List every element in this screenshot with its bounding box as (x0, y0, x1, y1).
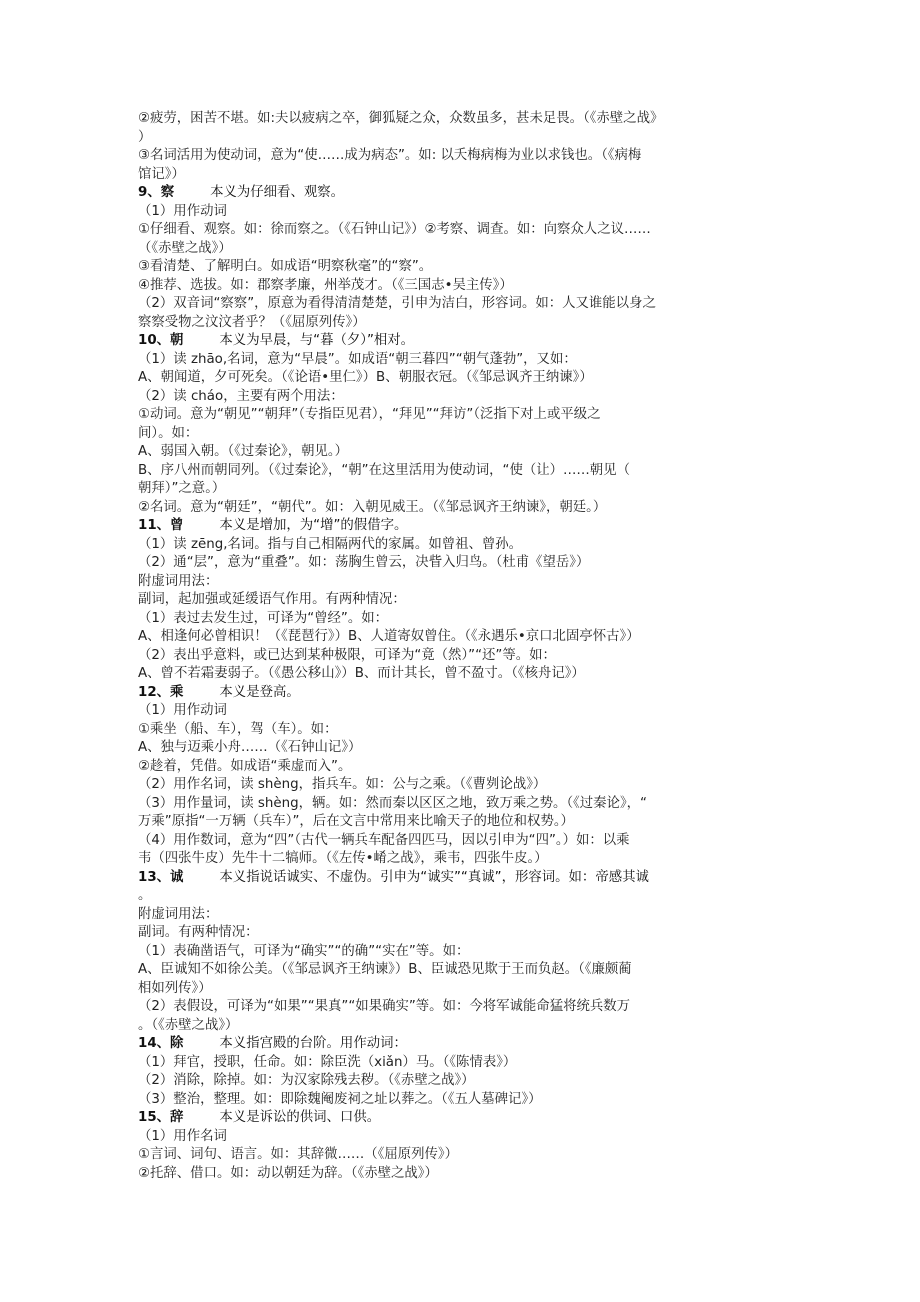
text-line: （3）用作量词，读 shèng，辆。如：然而秦以区区之地，致万乘之势。（《过秦论》，“ (138, 795, 647, 811)
entry-definition: 本义是诉讼的供词、口供。 (219, 1110, 381, 1125)
entry-heading (138, 684, 788, 703)
text-line: 附虚词用法： (138, 573, 219, 589)
text-line: 馆记》） (138, 166, 185, 182)
text-line: ②托辞、借口。如：动以朝廷为辞。（《赤壁之战》） (138, 1165, 438, 1181)
text-line: A、独与迈乘小舟……（《石钟山记》） (138, 740, 362, 755)
text-line: 万乘”原指“一万辆（兵车）”，后在文言中常用来比喻天子的地位和权势。） (138, 814, 574, 829)
text-line: A、弱国入朝。（《过秦论》，朝见。） (138, 444, 348, 459)
text-line: （《赤壁之战》） (138, 240, 232, 256)
text-line: ①言词、词句、语言。如：其辞微……（《屈原列传》） (138, 1147, 458, 1162)
text-line: （2）消除，除掉。如：为汉家除残去秽。（《赤壁之战》） (138, 1073, 475, 1088)
text-line: （3）整治，整理。如：即除魏阉废祠之址以葬之。（《五人墓碑记》） (138, 1091, 542, 1107)
text-line: （2）用作名词，读 shèng，指兵车。如：公与之乘。（《曹刿论战》） (138, 777, 547, 792)
text-line: ②趁着，凭借。如成语“乘虚而入”。 (138, 758, 352, 774)
text-line: （2）双音词“察察”，原意为看得清清楚楚，引申为洁白，形容词。如：人又谁能以身之 (138, 296, 656, 311)
text-line: ②名词。意为“朝廷”，“朝代”。如：入朝见威王。（《邹忌讽齐王纳谏》，朝廷。） (138, 499, 607, 515)
text-line: （1）用作动词 (138, 203, 227, 219)
text-line: A、朝闻道，夕可死矣。（《论语•里仁》）B、朝服衣冠。（《邹忌讽齐王纳谏》） (138, 370, 593, 385)
text-line: 间）。如： (138, 425, 199, 441)
text-line: 附虚词用法： (138, 906, 219, 922)
text-line: （2）表假设，可译为“如果”“果真”“如果确实”等。如：今将军诚能命猛将统兵数万 (138, 999, 631, 1014)
text-line: ） (138, 129, 152, 145)
text-line: 副词，起加强或延缓语气作用。有两种情况： (138, 592, 406, 607)
text-line: （1）拜官，授职，任命。如：除臣洗（xiǎn）马。（《陈情表》） (138, 1054, 517, 1070)
entry-term: 15、辞 (138, 1110, 184, 1125)
entry-term: 9、察 (138, 185, 175, 200)
entry-term: 13、诚 (138, 869, 184, 885)
text-line: （1）读 zhāo,名词，意为“早晨”。如成语“朝三暮四”“朝气蓬勃”，又如： (138, 351, 577, 367)
text-line: A、相逢何必曾相识！（《琵琶行》）B、人道寄奴曾住。（《永遇乐•京口北固亭怀古》） (138, 629, 640, 644)
entry-heading (138, 1035, 788, 1054)
document-body (138, 110, 788, 1183)
text-line: （1）用作名词 (138, 1128, 227, 1144)
entry-definition: 本义为早晨，与“暮（夕）”相对。 (219, 333, 415, 348)
text-line: （2）读 cháo，主要有两个用法： (138, 388, 344, 404)
text-line: 相如列传》） (138, 980, 212, 996)
text-line: （4）用作数词，意为“四”（古代一辆兵车配备四匹马，因以引申为“四”。）如：以乘 (138, 832, 630, 848)
text-line: ①仔细看、观察。如：徐而察之。（《石钟山记》）②考察、调查。如：向察众人之议…… (138, 222, 651, 237)
text-line: 朝拜）”之意。） (138, 481, 226, 496)
text-line: （2）表出乎意料，或已达到某种极限，可译为“竟（然）”“还”等。如： (138, 647, 556, 663)
entry-term: 14、除 (138, 1036, 184, 1051)
entry-heading (138, 332, 788, 351)
text-line: ④推荐、选拔。如：郡察孝廉，州举茂才。（《三国志•吴主传》） (138, 277, 513, 293)
entry-definition: 本义是增加，为“增”的假借字。 (219, 518, 408, 533)
text-line: ②疲劳，困苦不堪。如:夫以疲病之卒，御狐疑之众，众数虽多，甚未足畏。（《赤壁之战》 (138, 111, 664, 126)
text-line: （1）表过去发生过，可译为“曾经”。如： (138, 610, 389, 626)
entry-term: 12、乘 (138, 684, 184, 700)
entry-definition: 本义指宫殿的台阶。用作动词： (219, 1036, 407, 1051)
text-line: A、臣诚知不如徐公美。（《邹忌讽齐王纳谏》）B、臣诚恐见欺于王而负赵。（《廉颇蔺 (138, 962, 632, 977)
text-line: 韦（四张牛皮）先牛十二犒师。（《左传•崤之战》，乘韦，四张牛皮。） (138, 851, 548, 866)
entry-definition: 本义是登高。 (219, 684, 300, 700)
entry-definition: 本义为仔细看、观察。 (210, 185, 345, 200)
text-line: （1）用作动词 (138, 703, 227, 718)
text-line: 。 (138, 888, 152, 903)
text-line: A、曾不若霜妻弱子。（《愚公移山》）B、而计其长，曾不盈寸。（《核舟记》） (138, 666, 585, 681)
text-line: （1）表确凿语气，可译为“确实”“的确”“实在”等。如： (138, 943, 470, 959)
entry-heading (138, 869, 788, 888)
entry-term: 11、曾 (138, 518, 184, 533)
text-line: 副词。有两种情况： (138, 925, 259, 940)
text-line: ③名词活用为使动词，意为“使……成为病态”。如: 以夭梅病梅为业以求钱也。（《病梅 (138, 148, 642, 163)
text-line: ①乘坐（船、车），驾（车）。如： (138, 721, 338, 737)
text-line: B、序八州而朝同列。（《过秦论》，“朝”在这里活用为使动词，“使（让）……朝见（ (138, 462, 630, 478)
entry-definition: 本义指说话诚实、不虚伪。引申为“诚实”“真诚”，形容词。如：帝感其诚 (219, 869, 649, 885)
text-line: 察察受物之汶汶者乎？（《屈原列传》） (138, 314, 366, 330)
entry-heading (138, 184, 788, 203)
text-line: （1）读 zēng,名词。指与自己相隔两代的家属。如曾祖、曾孙。 (138, 536, 523, 552)
text-line: ①动词。意为“朝见”“朝拜”（专指臣见君），“拜见”“拜访”（泛指下对上或平级之 (138, 407, 601, 422)
entry-heading (138, 517, 788, 536)
text-line: ③看清楚、了解明白。如成语“明察秋毫”的“察”。 (138, 259, 433, 274)
text-line: （2）通“层”，意为“重叠”。如：荡胸生曾云，决眥入归鸟。（杜甫《望岳》） (138, 555, 590, 570)
entry-term: 10、朝 (138, 333, 184, 348)
entry-heading (138, 1109, 788, 1128)
text-line: 。（《赤壁之战》） (138, 1017, 239, 1033)
